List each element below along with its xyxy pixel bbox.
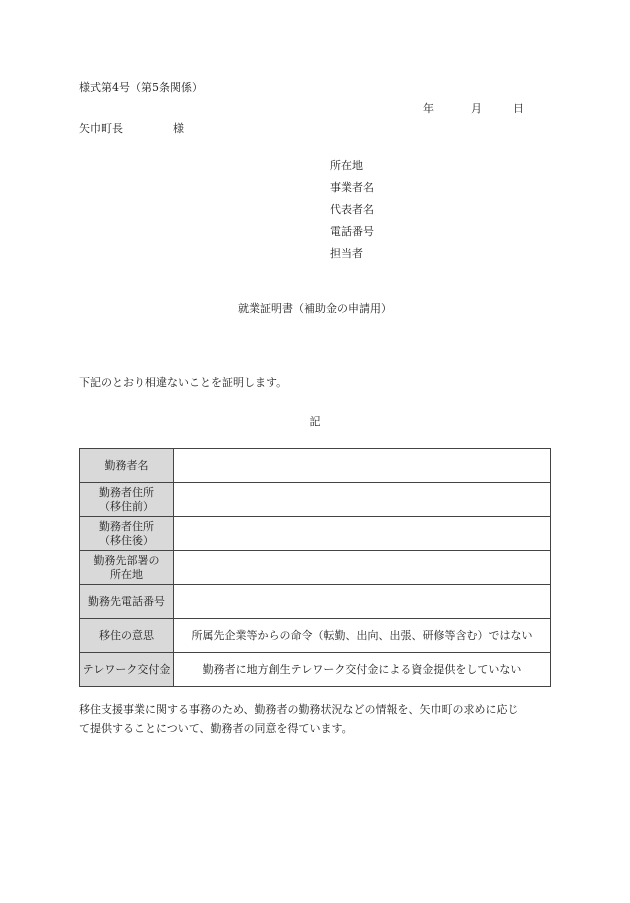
table-row (80, 517, 551, 551)
applicant-field-address: 所在地 (330, 159, 363, 172)
table-row (80, 449, 551, 483)
row-label-worker-name: 勤務者名 (80, 449, 174, 483)
row-value-address-before (174, 483, 551, 517)
form-number: 様式第4号（第5条関係） (79, 81, 203, 94)
row-label-address-before: 勤務者住所 （移住前） (80, 483, 174, 517)
date-month-label: 月 (471, 102, 482, 115)
row-value-worker-name (174, 449, 551, 483)
table-row (80, 551, 551, 585)
table-row (80, 483, 551, 517)
addressee-name: 矢巾町長 (79, 122, 123, 135)
applicant-info-block (330, 159, 374, 269)
ki-label: 記 (309, 415, 321, 428)
row-value-address-after (174, 517, 551, 551)
table-row (80, 619, 551, 653)
applicant-field-representative: 代表者名 (330, 203, 374, 216)
row-value-relocation-intent: 所属先企業等からの命令（転勤、出向、出張、研修等含む）ではない (174, 619, 551, 653)
applicant-field-phone: 電話番号 (330, 225, 374, 238)
applicant-field-contact-person: 担当者 (330, 247, 363, 260)
table-row (80, 653, 551, 687)
date-day-label: 日 (513, 102, 524, 115)
row-label-relocation-intent: 移住の意思 (80, 619, 174, 653)
consent-statement: 移住支援事業に関する事務のため、勤務者の勤務状況などの情報を、矢巾町の求めに応じ て提供することについて、勤務者の同意を得ています。 (79, 703, 519, 735)
certification-statement: 下記のとおり相違ないことを証明します。 (79, 376, 288, 389)
applicant-field-business-name: 事業者名 (330, 181, 374, 194)
row-label-department-location: 勤務先部署の 所在地 (80, 551, 174, 585)
document-title: 就業証明書（補助金の申請用） (238, 302, 392, 315)
date-year-label: 年 (423, 102, 434, 115)
row-label-telework-grant: テレワーク交付金 (80, 653, 174, 687)
row-label-address-after: 勤務者住所 （移住後） (80, 517, 174, 551)
date-line (423, 102, 524, 116)
addressee-honorific: 様 (173, 122, 184, 135)
row-label-workplace-phone: 勤務先電話番号 (80, 585, 174, 619)
table-row (80, 585, 551, 619)
row-value-workplace-phone (174, 585, 551, 619)
row-value-telework-grant: 勤務者に地方創生テレワーク交付金による資金提供をしていない (174, 653, 551, 687)
row-value-department-location (174, 551, 551, 585)
details-table (79, 448, 551, 687)
